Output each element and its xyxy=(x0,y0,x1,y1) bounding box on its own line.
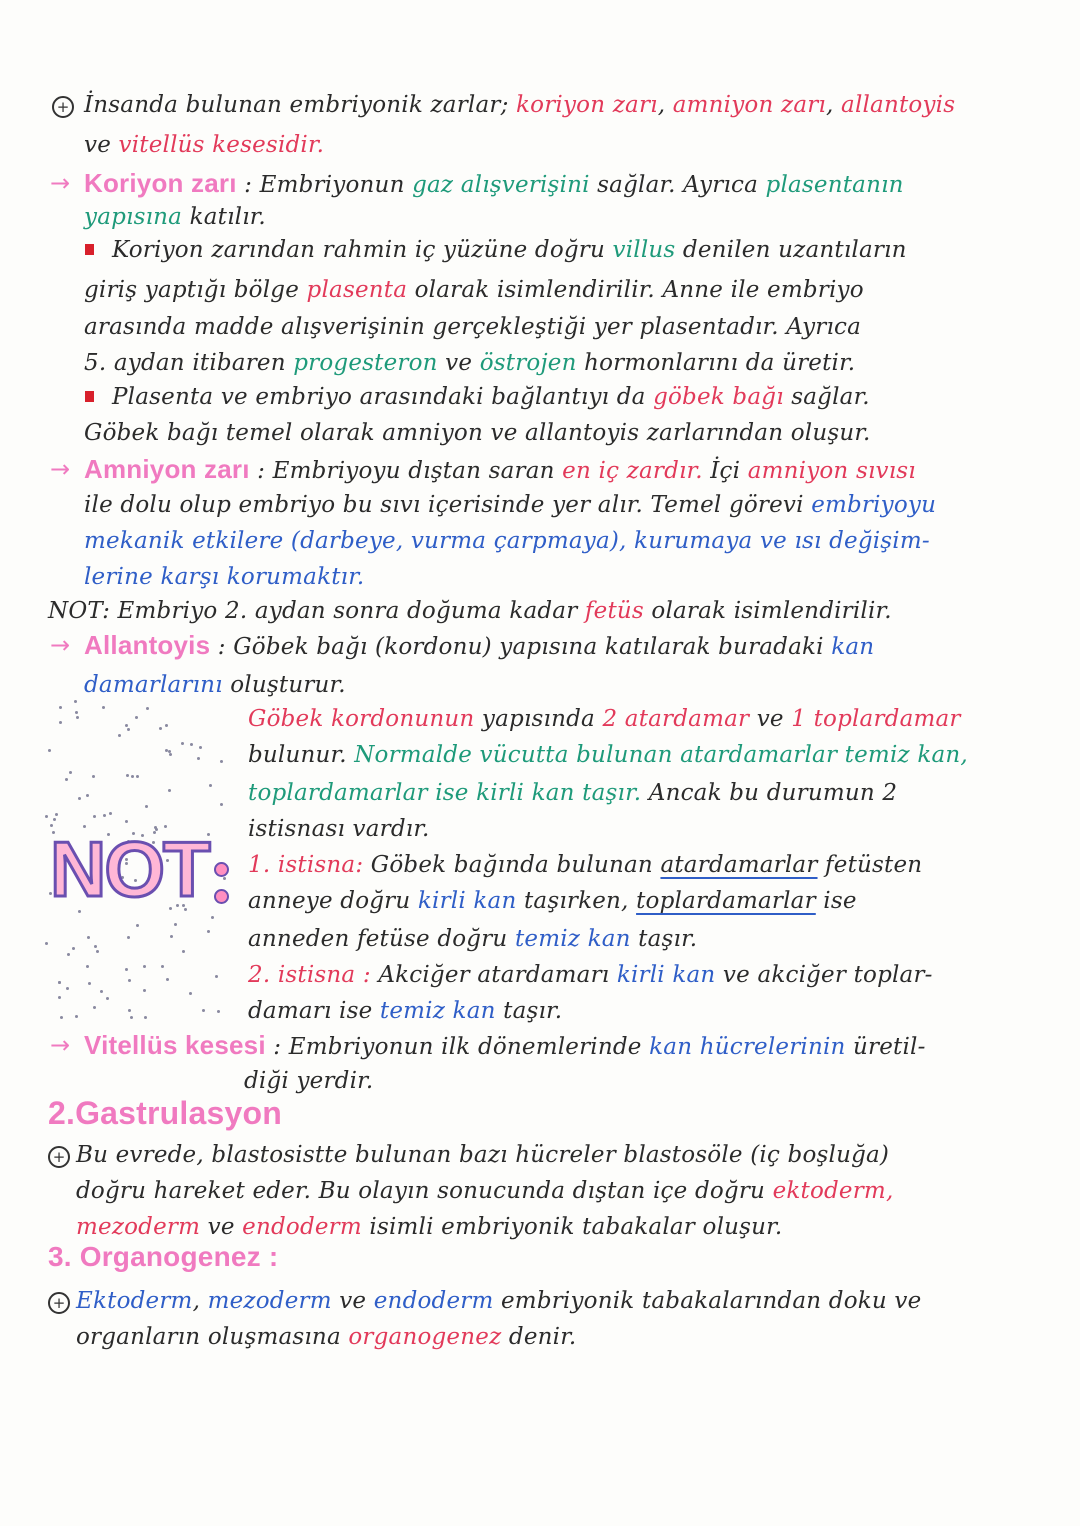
dot-mark xyxy=(161,965,164,968)
dot-mark xyxy=(127,936,130,939)
note-line xyxy=(76,1174,893,1208)
dot-mark xyxy=(93,1006,96,1009)
note-line xyxy=(248,738,968,772)
note-line xyxy=(84,524,930,558)
dot-mark xyxy=(55,813,58,816)
arrow-right-icon: → xyxy=(50,455,71,483)
text-run: olarak isimlendirilir. xyxy=(643,598,892,624)
dot-mark xyxy=(109,812,112,815)
note-line xyxy=(48,1240,278,1276)
dot-mark xyxy=(78,797,81,800)
dot-mark xyxy=(58,996,61,999)
dot-mark xyxy=(74,700,77,703)
note-line xyxy=(84,1028,926,1064)
text-run: isimli embriyonik tabakalar oluşur. xyxy=(361,1214,783,1240)
dot-mark xyxy=(125,968,128,971)
text-run: fetüsten xyxy=(817,852,923,878)
dot-mark xyxy=(168,789,171,792)
text-run: temiz kan xyxy=(514,926,631,952)
note-line xyxy=(244,1064,373,1098)
dot-mark xyxy=(215,975,218,978)
text-run: ise xyxy=(815,888,857,914)
text-run: kan hücrelerinin xyxy=(649,1034,846,1060)
note-line xyxy=(248,812,430,846)
note-line xyxy=(84,560,364,594)
text-run: taşırken, xyxy=(516,888,637,914)
text-run: Göbek bağında bulunan xyxy=(363,852,661,878)
section-heading: Amniyon zarı xyxy=(84,454,250,484)
text-run: ve xyxy=(331,1288,374,1314)
dot-mark xyxy=(65,778,68,781)
text-run: mekanik etkilere (darbeye, vurma çarpmaya), kurumaya ve ısı değişim- xyxy=(84,528,930,554)
dot-mark xyxy=(136,924,139,927)
section-title: 2.Gastrulasyon xyxy=(48,1095,283,1131)
text-run: göbek bağı xyxy=(653,384,784,410)
text-run: sağlar. xyxy=(783,384,870,410)
text-run: amniyon zarı xyxy=(672,92,826,118)
text-run: organogenez xyxy=(348,1324,502,1350)
dot-mark xyxy=(88,982,91,985)
text-run: ve xyxy=(437,350,480,376)
note-line xyxy=(84,88,955,122)
dot-mark xyxy=(93,815,96,818)
text-run: giriş yaptığı bölge xyxy=(84,277,307,303)
text-run: olarak isimlendirilir. Anne ile embriyo xyxy=(407,277,864,303)
dot-mark xyxy=(146,707,149,710)
text-run: vitellüs kesesidir. xyxy=(118,132,325,158)
dot-mark xyxy=(100,990,103,993)
dot-mark xyxy=(165,749,168,752)
text-run: gaz alışverişini xyxy=(412,172,590,198)
text-run: hormonlarını da üretir. xyxy=(576,350,856,376)
note-line xyxy=(84,200,266,234)
dot-mark xyxy=(130,1016,133,1019)
red-square-bullet-icon xyxy=(85,391,94,402)
dot-mark xyxy=(86,794,89,797)
dot-mark xyxy=(174,923,177,926)
dot-mark xyxy=(190,743,193,746)
circled-plus-icon: + xyxy=(52,96,74,118)
text-run: Akciğer atardamarı xyxy=(370,962,617,988)
note-line xyxy=(76,1320,576,1354)
text-run: istisnası vardır. xyxy=(248,816,430,842)
text-run: yapısına xyxy=(84,204,183,230)
circled-plus-icon: + xyxy=(48,1292,70,1314)
not-heading: NOT xyxy=(50,825,209,913)
text-run: Bu evrede, blastosistte bulunan bazı hücreler blastosöle (iç boşluğa) xyxy=(76,1142,890,1168)
note-line xyxy=(84,628,874,664)
text-run: östrojen xyxy=(479,350,577,376)
text-run: fetüs xyxy=(584,598,644,624)
dot-mark xyxy=(75,711,78,714)
text-run: organların oluşmasına xyxy=(76,1324,349,1350)
dot-mark xyxy=(125,820,128,823)
text-run: anneye doğru xyxy=(248,888,418,914)
dot-mark xyxy=(67,953,70,956)
dot-mark xyxy=(170,935,173,938)
text-run: NOT: Embriyo 2. aydan sonra doğuma kadar xyxy=(48,598,585,624)
text-run: İçi xyxy=(702,458,748,484)
note-line xyxy=(112,380,870,414)
text-run: taşır. xyxy=(495,998,563,1024)
text-run: sağlar. Ayrıca xyxy=(589,172,766,198)
text-run: , xyxy=(826,92,842,118)
dot-mark xyxy=(199,746,202,749)
note-line xyxy=(84,166,904,202)
note-line xyxy=(84,668,346,702)
dot-mark xyxy=(45,815,48,818)
text-run: ile dolu olup embriyo bu sıvı içerisinde yer alır. Temel görevi xyxy=(84,492,812,518)
note-line xyxy=(248,958,933,992)
arrow-right-icon: → xyxy=(50,631,71,659)
text-run: katılır. xyxy=(182,204,266,230)
note-line xyxy=(84,452,916,488)
dot-mark xyxy=(220,760,223,763)
text-run: : Embriyonun xyxy=(236,172,413,198)
text-run: , xyxy=(657,92,673,118)
dot-mark xyxy=(102,706,105,709)
dot-mark xyxy=(182,950,185,953)
dot-mark xyxy=(92,775,95,778)
section-title: 3. Organogenez : xyxy=(48,1241,279,1272)
note-line xyxy=(76,1138,889,1172)
note-line xyxy=(84,488,936,522)
text-run: endoderm xyxy=(373,1288,494,1314)
text-run: embriyoyu xyxy=(811,492,937,518)
dot-mark xyxy=(165,724,168,727)
text-run: toplardamarlar ise kirli kan taşır. xyxy=(248,780,642,806)
note-line xyxy=(48,1096,282,1134)
dot-mark xyxy=(169,753,172,756)
text-run: taşır. xyxy=(630,926,698,952)
note-line xyxy=(248,776,897,810)
text-run: embriyonik tabakalarından doku ve xyxy=(493,1288,922,1314)
text-run: Göbek kordonunun xyxy=(248,706,475,732)
section-heading: Vitellüs kesesi xyxy=(84,1030,266,1060)
dot-mark xyxy=(126,774,129,777)
dot-mark xyxy=(58,981,61,984)
text-run: Ektoderm xyxy=(76,1288,193,1314)
text-run: en iç zardır. xyxy=(562,458,703,484)
dot-mark xyxy=(127,728,130,731)
text-run: amniyon sıvısı xyxy=(747,458,916,484)
dot-mark xyxy=(66,987,69,990)
text-run: doğru hareket eder. Bu olayın sonucunda dıştan içe doğru xyxy=(76,1178,773,1204)
text-run: plasenta xyxy=(306,277,408,303)
text-run: kirli kan xyxy=(417,888,517,914)
note-line xyxy=(248,994,562,1028)
text-run: 2 atardamar xyxy=(602,706,750,732)
not-colon-icon xyxy=(214,862,229,916)
text-run: üretil- xyxy=(845,1034,926,1060)
text-run: villus xyxy=(612,237,676,263)
dot-mark xyxy=(125,724,128,727)
note-line xyxy=(248,702,961,736)
section-heading: Koriyon zarı xyxy=(84,168,237,198)
text-run: ve xyxy=(84,132,119,158)
dot-mark xyxy=(75,1015,78,1018)
text-run: 1. istisna: xyxy=(248,852,364,878)
text-run: endoderm xyxy=(242,1214,362,1240)
text-run: anneden fetüse doğru xyxy=(248,926,515,952)
text-run: 5. aydan itibaren xyxy=(84,350,294,376)
text-run: : Embriyoyu dıştan saran xyxy=(249,458,563,484)
text-run: 2. istisna : xyxy=(248,962,371,988)
text-run: ektoderm, xyxy=(772,1178,894,1204)
dot-mark xyxy=(60,1016,63,1019)
dot-mark xyxy=(87,936,90,939)
dot-mark xyxy=(128,1009,131,1012)
text-run: : Göbek bağı (kordonu) yapısına katılarak buradaki xyxy=(210,634,832,660)
note-line xyxy=(112,233,907,267)
dot-mark xyxy=(207,930,210,933)
note-line xyxy=(248,884,857,918)
arrow-right-icon: → xyxy=(50,1031,71,1059)
dot-mark xyxy=(72,947,75,950)
text-run: damarlarını xyxy=(84,672,223,698)
note-line xyxy=(84,310,861,344)
text-run: atardamarlar xyxy=(660,852,818,878)
dot-mark xyxy=(135,716,138,719)
text-run: kan xyxy=(831,634,875,660)
dot-mark xyxy=(96,950,99,953)
dot-mark xyxy=(106,997,109,1000)
note-line xyxy=(76,1284,921,1318)
text-run: ve akciğer toplar- xyxy=(715,962,933,988)
text-run: lerine karşı korumaktır. xyxy=(84,564,365,590)
dot-mark xyxy=(131,775,134,778)
dot-mark xyxy=(143,965,146,968)
dot-mark xyxy=(181,742,184,745)
text-run: toplardamarlar xyxy=(636,888,816,914)
note-line xyxy=(76,1210,782,1244)
note-line xyxy=(248,922,697,956)
note-line xyxy=(248,848,922,882)
text-run: , xyxy=(192,1288,208,1314)
text-run: allantoyis xyxy=(841,92,956,118)
text-run: bulunur. xyxy=(248,742,355,768)
red-square-bullet-icon xyxy=(85,244,94,255)
text-run: Ancak bu durumun 2 xyxy=(641,780,898,806)
dot-mark xyxy=(211,916,214,919)
dot-mark xyxy=(136,775,139,778)
text-run: 1 toplardamar xyxy=(791,706,961,732)
dot-mark xyxy=(94,945,97,948)
text-run: yapısında xyxy=(474,706,603,732)
text-run: oluşturur. xyxy=(222,672,346,698)
text-run: diği yerdir. xyxy=(244,1068,374,1094)
text-run: İnsanda bulunan embriyonik zarlar; xyxy=(84,92,517,118)
dot-mark xyxy=(103,814,106,817)
text-run: denir. xyxy=(501,1324,577,1350)
text-run: mezoderm xyxy=(76,1214,201,1240)
dot-mark xyxy=(197,757,200,760)
note-line xyxy=(84,416,871,450)
dot-mark xyxy=(217,1010,220,1013)
text-run: temiz kan xyxy=(379,998,496,1024)
dot-mark xyxy=(118,734,121,737)
text-run: kirli kan xyxy=(616,962,716,988)
note-line xyxy=(84,346,855,380)
circled-plus-icon: + xyxy=(48,1146,70,1168)
note-line xyxy=(84,273,864,307)
dot-mark xyxy=(143,989,146,992)
text-run: damarı ise xyxy=(248,998,380,1024)
dot-mark xyxy=(86,965,89,968)
dot-mark xyxy=(53,818,56,821)
dot-mark xyxy=(69,771,72,774)
text-run: progesteron xyxy=(293,350,438,376)
note-line xyxy=(48,594,892,628)
dot-mark xyxy=(189,992,192,995)
dot-mark xyxy=(145,805,148,808)
dot-mark xyxy=(76,716,79,719)
text-run: denilen uzantıların xyxy=(675,237,907,263)
dot-mark xyxy=(159,727,162,730)
text-run: Plasenta ve embriyo arasındaki bağlantıyı da xyxy=(112,384,654,410)
text-run: koriyon zarı xyxy=(516,92,658,118)
text-run: ve xyxy=(749,706,792,732)
dot-mark xyxy=(45,942,48,945)
dot-mark xyxy=(166,978,169,981)
dot-mark xyxy=(144,1016,147,1019)
text-run: arasında madde alışverişinin gerçekleştiği yer plasentadır. Ayrıca xyxy=(84,314,862,340)
text-run: Göbek bağı temel olarak amniyon ve allantoyis zarlarından oluşur. xyxy=(84,420,871,446)
text-run: plasentanın xyxy=(765,172,904,198)
text-run: Normalde vücutta bulunan atardamarlar temiz kan, xyxy=(354,742,968,768)
text-run: : Embriyonun ilk dönemlerinde xyxy=(265,1034,650,1060)
text-run: ve xyxy=(200,1214,243,1240)
dot-mark xyxy=(209,784,212,787)
dot-mark xyxy=(59,706,62,709)
dot-mark xyxy=(202,1009,205,1012)
text-run: Koriyon zarından rahmin iç yüzüne doğru xyxy=(112,237,613,263)
dot-mark xyxy=(48,749,51,752)
dot-mark xyxy=(220,803,223,806)
dot-mark xyxy=(59,721,62,724)
dot-mark xyxy=(128,979,131,982)
section-heading: Allantoyis xyxy=(84,630,211,660)
text-run: mezoderm xyxy=(207,1288,332,1314)
note-line xyxy=(84,128,324,162)
arrow-right-icon: → xyxy=(50,169,71,197)
